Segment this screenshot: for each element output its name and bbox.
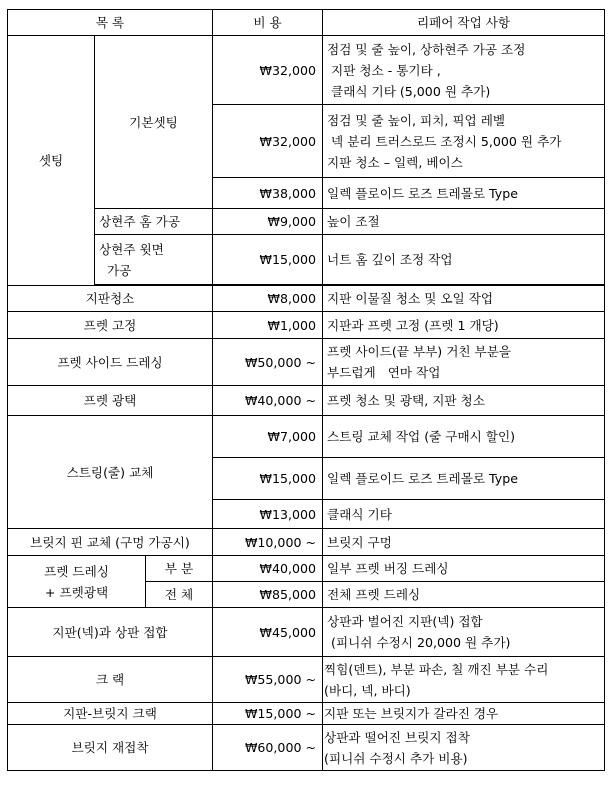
label-line: 프렛 드레싱 [44,563,109,579]
description-cell: 클래식 기타 [323,500,605,529]
price-cell: ₩38,000 [213,178,323,209]
bridge-pin-label: 브릿지 핀 교체 (구멍 가공시) [8,529,213,556]
crack-label: 크 랙 [8,657,213,703]
description-line: 클래식 기타 (5,000 원 추가) [327,83,491,99]
description-cell [323,105,605,178]
fingerboard-cleaning-label: 지판청소 [8,286,213,312]
description-line: 부드럽게 연마 작업 [327,365,441,380]
price-cell: ₩85,000 [213,582,323,608]
table-row [8,608,605,657]
description-line: 찍힘(덴트), 부분 파손, 칠 깨진 부분 수리 [324,661,549,677]
table-row [8,286,605,312]
description-line: 점검 및 줄 높이, 상하현주 가공 조정 [327,41,526,57]
price-cell: ₩7,000 [213,416,323,458]
description-line: 넥 분리 트러스로드 조정시 5,000 원 추가 [327,133,562,149]
repair-price-table [7,9,605,771]
table-row [8,529,605,556]
setting-category: 셋팅 [8,36,95,286]
price-cell: ₩32,000 [213,36,323,105]
table-row [8,657,605,703]
header-row [8,10,605,36]
price-cell: ₩45,000 [213,608,323,657]
header-description: 리페어 작업 사항 [323,10,605,36]
table-row [8,556,605,582]
price-cell: ₩15,000 [213,235,323,285]
description-cell [323,608,605,657]
fret-dress-full-label: 전 체 [146,582,213,608]
description-line: 점검 및 줄 높이, 피치, 픽업 레벨 [327,112,506,128]
label-line: 상현주 윗면 [99,241,164,257]
description-line: (피니쉬 수정시 20,000 원 추가) [327,635,511,650]
description-cell [323,339,605,386]
bridge-reglue-label: 브릿지 재접착 [8,725,213,771]
table-row [8,36,605,105]
description-line: 지판 청소 - 통기타 , [327,62,441,78]
description-line: 프렛 사이드(끝 부부) 거친 부분을 [327,344,512,359]
price-cell: ₩55,000 ~ [213,657,323,703]
price-cell: ₩60,000 ~ [213,725,323,771]
price-cell: ₩13,000 [213,500,323,529]
table-row [8,235,605,285]
description-cell: 브릿지 구멍 [323,529,605,556]
description-line: (바디, 넥, 바디) [324,682,411,698]
price-cell: ₩32,000 [213,105,323,178]
description-line: 지판 청소 – 일렉, 베이스 [327,154,463,170]
header-category: 목 록 [8,10,213,36]
description-cell: 스트링 교체 작업 (줄 구매시 할인) [323,416,605,458]
table-row [8,703,605,725]
price-cell: ₩15,000 ~ [213,703,323,725]
description-line: (피니쉬 수정시 추가 비용) [324,750,468,766]
price-cell: ₩8,000 [213,286,323,312]
fret-dress-label [8,556,146,608]
description-cell: 프렛 청소 및 광택, 지판 청소 [323,386,605,416]
description-cell [323,657,605,703]
fb-bridge-crack-label: 지판-브릿지 크랙 [8,703,213,725]
basic-setting-label: 기본셋팅 [95,36,213,209]
fret-fix-label: 프렛 고정 [8,312,213,339]
strings-label: 스트링(줄) 교체 [8,416,213,529]
fret-polish-label: 프렛 광택 [8,386,213,416]
description-cell: 지판 이물질 청소 및 오일 작업 [323,286,605,312]
table-row [8,312,605,339]
price-cell: ₩50,000 ~ [213,339,323,386]
saddle-groove-label: 상현주 홈 가공 [95,209,213,235]
description-cell: 높이 조절 [323,209,605,235]
nut-top-label [95,235,213,285]
description-cell: 지판 또는 브릿지가 갈라진 경우 [323,703,605,725]
label-line: + 프렛광택 [44,584,109,600]
description-line: 상판과 떨어진 브릿지 접착 [324,729,470,745]
description-cell [323,725,605,771]
description-cell: 전체 프렛 드레싱 [323,582,605,608]
description-cell [323,36,605,105]
price-cell: ₩40,000 [213,556,323,582]
table-row [8,416,605,458]
table-row [8,725,605,771]
description-line: 상판과 벌어진 지판(넥) 접합 [327,614,483,629]
description-cell: 너트 홈 깊이 조정 작업 [323,235,605,285]
neck-top-label: 지판(넥)과 상판 접합 [8,608,213,657]
price-cell: ₩9,000 [213,209,323,235]
table-row [8,339,605,386]
description-cell: 일렉 플로이드 로즈 트레몰로 Type [323,458,605,500]
header-price: 비 용 [213,10,323,36]
description-cell: 지판과 프렛 고정 (프렛 1 개당) [323,312,605,339]
description-cell: 일렉 플로이드 로즈 트레몰로 Type [323,178,605,209]
fret-side-label: 프렛 사이드 드레싱 [8,339,213,386]
fret-dress-partial-label: 부 분 [146,556,213,582]
table-row [8,386,605,416]
price-cell: ₩40,000 ~ [213,386,323,416]
description-cell: 일부 프렛 버징 드레싱 [323,556,605,582]
price-cell: ₩15,000 [213,458,323,500]
table-row [8,209,605,235]
price-cell: ₩1,000 [213,312,323,339]
label-line: 가공 [107,262,132,278]
price-cell: ₩10,000 ~ [213,529,323,556]
